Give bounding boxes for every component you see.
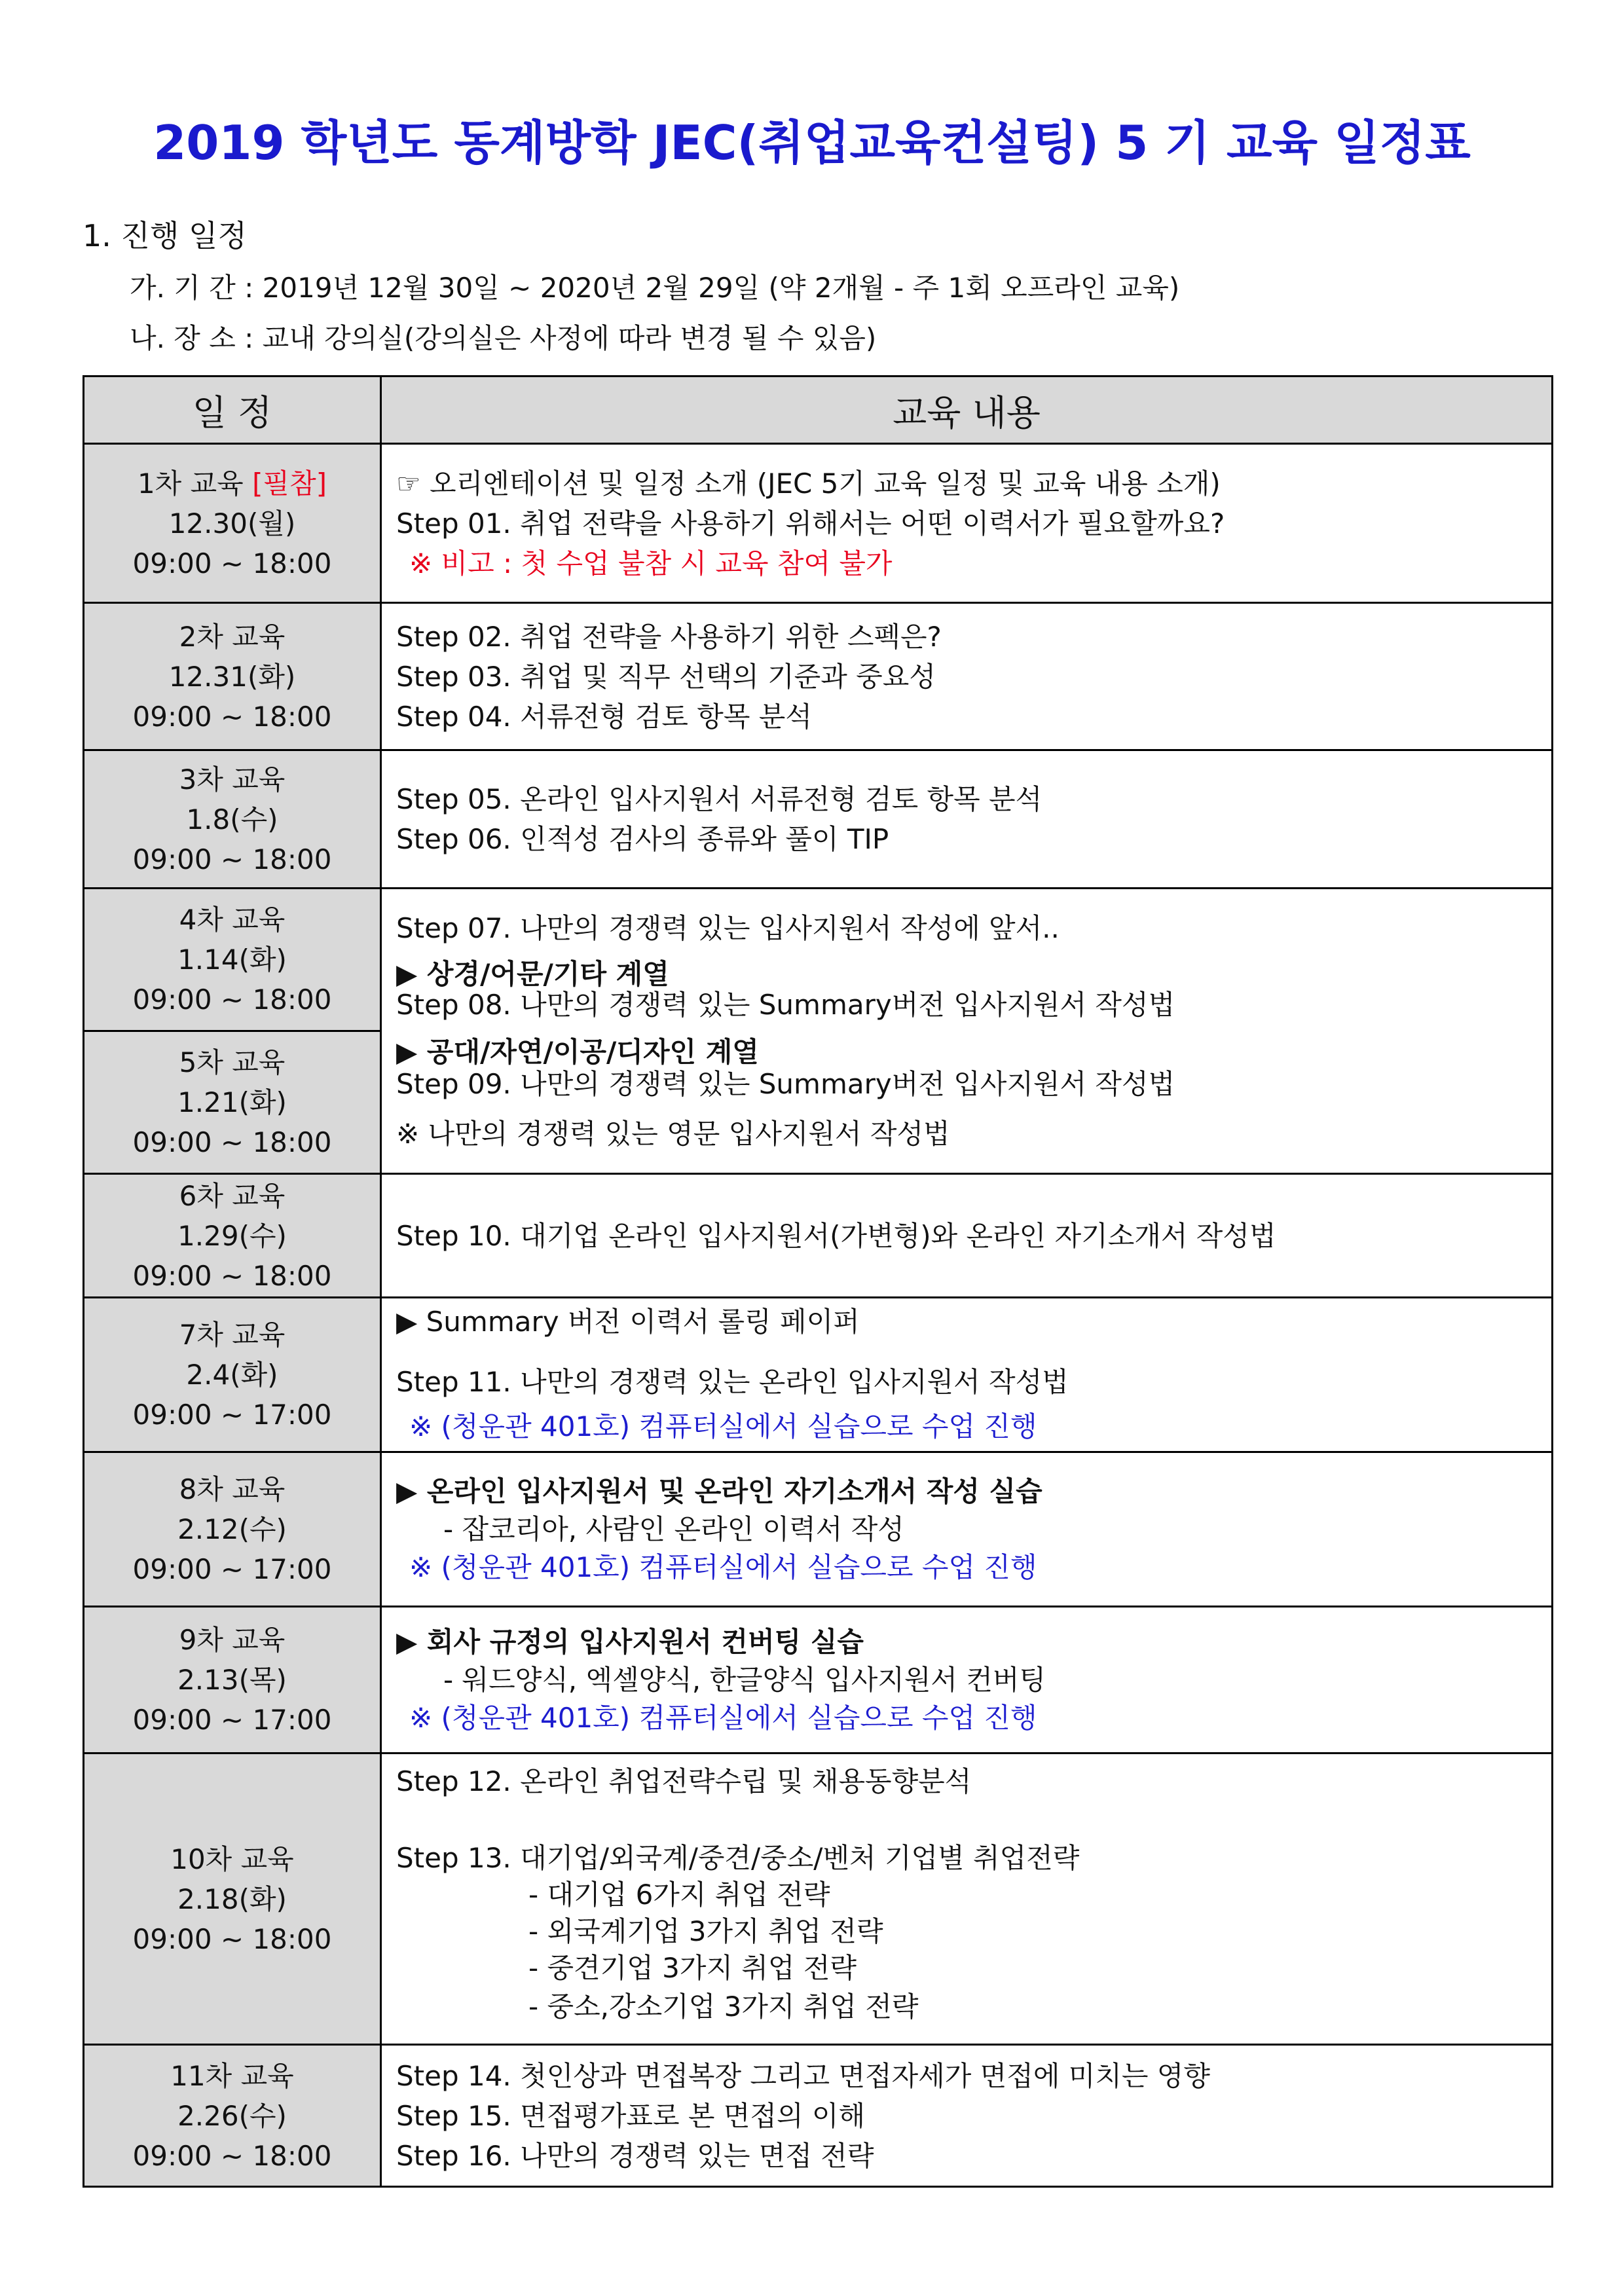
content-cell — [380, 1173, 1551, 1296]
content-cell — [380, 2044, 1551, 2186]
session-time: 09:00 ~ 18:00 — [132, 1126, 332, 1158]
lab-note: ※ (청운관 401호) 컴퓨터실에서 실습으로 수업 진행 — [409, 1701, 1037, 1734]
required-attendance-note: ※ 비고 : 첫 수업 불참 시 교육 참여 불가 — [409, 547, 893, 579]
content-line: Step 03. 취업 및 직무 선택의 기준과 중요성 — [396, 660, 936, 693]
session-label: 10차 교육 — [170, 1843, 294, 1875]
content-line: ▶ Summary 버전 이력서 롤링 페이퍼 — [396, 1306, 860, 1338]
session-time: 09:00 ~ 18:00 — [132, 843, 332, 875]
lab-note: ※ (청운관 401호) 컴퓨터실에서 실습으로 수업 진행 — [409, 1551, 1037, 1583]
content-cell — [380, 1752, 1551, 2044]
content-subline: - 외국계기업 3가지 취업 전략 — [528, 1915, 883, 1947]
header-schedule — [83, 375, 380, 443]
session-label: 3차 교육 — [179, 763, 286, 796]
document-title: 2019 학년도 동계방학 JEC(취업교육컨설팅) 5 기 교육 일정표 — [153, 115, 1471, 170]
session-label-line — [138, 464, 327, 504]
session-date: 1.8(수) — [186, 803, 278, 835]
content-heading: ▶ 온라인 입사지원서 및 온라인 자기소개서 작성 실습 — [396, 1475, 1043, 1507]
session-cell — [83, 1296, 380, 1451]
header-content-label: 교육 내용 — [893, 392, 1041, 433]
content-line: Step 07. 나만의 경쟁력 있는 입사지원서 작성에 앞서.. — [396, 912, 1060, 944]
content-line: Step 09. 나만의 경쟁력 있는 Summary버전 입사지원서 작성법 — [396, 1068, 1175, 1100]
lab-note: ※ (청운관 401호) 컴퓨터실에서 실습으로 수업 진행 — [409, 1410, 1037, 1442]
session-date: 2.4(화) — [186, 1359, 278, 1391]
session-cell — [83, 1030, 380, 1173]
content-line: Step 14. 첫인상과 면접복장 그리고 면접자세가 면접에 미치는 영향 — [396, 2059, 1210, 2092]
session-time: 09:00 ~ 18:00 — [132, 2139, 332, 2172]
session-label: 9차 교육 — [179, 1624, 286, 1656]
session-cell — [83, 1752, 380, 2044]
content-line: Step 05. 온라인 입사지원서 서류전형 검토 항목 분석 — [396, 783, 1043, 815]
session-label: 5차 교육 — [179, 1046, 286, 1078]
session-time: 09:00 ~ 18:00 — [132, 1922, 332, 1955]
content-line: Step 06. 인적성 검사의 종류와 풀이 TIP — [396, 823, 889, 855]
place-line: 나. 장 소 : 교내 강의실(강의실은 사정에 따라 변경 될 수 있음) — [130, 322, 877, 354]
session-label: 8차 교육 — [179, 1473, 286, 1505]
content-subline: - 중견기업 3가지 취업 전략 — [528, 1952, 857, 1984]
content-subline: - 잡코리아, 사람인 온라인 이력서 작성 — [443, 1513, 904, 1545]
schedule-table — [83, 375, 1553, 2188]
session-time: 09:00 ~ 17:00 — [132, 1399, 332, 1431]
content-cell — [380, 1451, 1551, 1606]
session-cell — [83, 602, 380, 749]
content-cell — [380, 443, 1551, 602]
content-cell-merged — [380, 887, 1551, 1173]
track-heading-engineering: ▶ 공대/자연/이공/디자인 계열 — [396, 1036, 759, 1068]
content-line: Step 16. 나만의 경쟁력 있는 면접 전략 — [396, 2139, 874, 2172]
required-badge: [필참] — [252, 467, 327, 500]
content-line: Step 08. 나만의 경쟁력 있는 Summary버전 입사지원서 작성법 — [396, 989, 1175, 1021]
session-cell — [83, 1606, 380, 1752]
session-date: 1.21(화) — [177, 1086, 287, 1118]
session-label: 7차 교육 — [179, 1319, 286, 1351]
content-line: Step 15. 면접평가표로 본 면접의 이해 — [396, 2099, 866, 2132]
session-date: 2.26(수) — [177, 2099, 287, 2132]
track-heading-business: ▶ 상경/어문/기타 계열 — [396, 958, 669, 990]
session-label: 6차 교육 — [179, 1179, 286, 1212]
session-label: 11차 교육 — [170, 2059, 294, 2092]
session-label: 2차 교육 — [179, 620, 286, 653]
session-time: 09:00 ~ 18:00 — [132, 547, 332, 579]
header-schedule-label: 일 정 — [192, 392, 272, 433]
session-label: 1차 교육 — [137, 467, 244, 500]
session-date: 2.13(목) — [177, 1664, 287, 1696]
session-date: 2.12(수) — [177, 1513, 287, 1545]
content-subline: - 대기업 6가지 취업 전략 — [528, 1879, 830, 1911]
section-heading: 1. 진행 일정 — [83, 218, 247, 253]
session-cell — [83, 887, 380, 1030]
content-line: Step 10. 대기업 온라인 입사지원서(가변형)와 온라인 자기소개서 작성법 — [396, 1219, 1276, 1252]
content-line: Step 02. 취업 전략을 사용하기 위한 스펙은? — [396, 620, 942, 653]
session-time: 09:00 ~ 18:00 — [132, 1259, 332, 1292]
period-line: 가. 기 간 : 2019년 12월 30일 ~ 2020년 2월 29일 (약 2개월 - 주 1회 오프라인 교육) — [130, 272, 1180, 304]
content-line: ※ 나만의 경쟁력 있는 영문 입사지원서 작성법 — [396, 1118, 950, 1150]
content-line: Step 01. 취업 전략을 사용하기 위해서는 어떤 이력서가 필요할까요? — [396, 507, 1225, 540]
content-cell — [380, 749, 1551, 887]
content-subline: - 워드양식, 엑셀양식, 한글양식 입사지원서 컨버팅 — [443, 1663, 1046, 1696]
header-content — [380, 375, 1551, 443]
session-time: 09:00 ~ 18:00 — [132, 983, 332, 1016]
content-cell — [380, 602, 1551, 749]
session-date: 12.30(월) — [168, 507, 296, 540]
session-date: 1.14(화) — [177, 944, 287, 976]
session-cell — [83, 1451, 380, 1606]
content-line: Step 12. 온라인 취업전략수립 및 채용동향분석 — [396, 1765, 972, 1797]
content-line: ☞ 오리엔테이션 및 일정 소개 (JEC 5기 교육 일정 및 교육 내용 소개) — [396, 467, 1221, 500]
content-cell — [380, 1296, 1551, 1451]
session-date: 2.18(화) — [177, 1882, 287, 1915]
session-cell — [83, 443, 380, 602]
session-cell — [83, 749, 380, 887]
content-cell — [380, 1606, 1551, 1752]
content-subline: - 중소,강소기업 3가지 취업 전략 — [528, 1991, 919, 2023]
content-line: Step 04. 서류전형 검토 항목 분석 — [396, 700, 812, 733]
content-heading: ▶ 회사 규정의 입사지원서 컨버팅 실습 — [396, 1625, 864, 1658]
content-line: Step 13. 대기업/외국계/중견/중소/벤처 기업별 취업전략 — [396, 1842, 1080, 1874]
content-line: Step 11. 나만의 경쟁력 있는 온라인 입사지원서 작성법 — [396, 1366, 1069, 1398]
session-cell — [83, 1173, 380, 1296]
session-time: 09:00 ~ 18:00 — [132, 700, 332, 733]
session-date: 1.29(수) — [177, 1219, 287, 1252]
session-label: 4차 교육 — [179, 904, 286, 936]
session-time: 09:00 ~ 17:00 — [132, 1704, 332, 1736]
session-cell — [83, 2044, 380, 2186]
session-time: 09:00 ~ 17:00 — [132, 1553, 332, 1585]
session-date: 12.31(화) — [168, 660, 296, 693]
